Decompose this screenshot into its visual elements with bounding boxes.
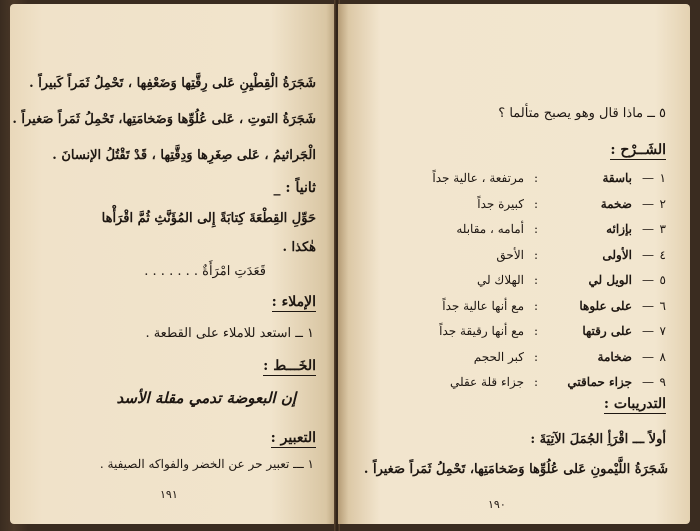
glossary-word: بإزائه: [606, 222, 632, 236]
right-page: [338, 4, 690, 524]
glossary-dash: —: [642, 247, 654, 262]
glossary-row: [356, 272, 666, 288]
glossary-word: جزاء حماقتي: [567, 375, 632, 389]
section2-instruction: حَوِّلِ القِطْعَةَ كِتابَةً إِلى المُؤَنَّثِ ثُمَّ اقْرَأْها: [101, 211, 316, 226]
glossary-word: ضخامة: [597, 349, 632, 364]
khatt-calligraphy: إن البعوضة تدمي مقلة الأسد: [116, 389, 296, 407]
glossary-word: الويل لي: [588, 273, 632, 287]
glossary-row: [356, 298, 666, 314]
glossary-dash: —: [642, 349, 654, 364]
glossary-meaning: الهلاك لي: [476, 273, 524, 287]
right-page-number: ١٩٠: [488, 498, 506, 511]
glossary-dash: —: [642, 273, 654, 287]
glossary-colon: :: [533, 298, 538, 313]
glossary-dash: —: [642, 196, 654, 211]
glossary-colon: :: [533, 375, 538, 389]
left-page: [10, 4, 336, 524]
glossary-number: ١: [659, 171, 666, 185]
glossary-number: ٣: [659, 222, 666, 236]
glossary-dash: —: [642, 324, 654, 338]
awwalan-instruction: أولاً ـــ اقْرَأِ الجُمَلَ الآتِيَةَ :: [530, 432, 666, 447]
glossary-dash: —: [642, 298, 654, 313]
glossary-row: [356, 221, 666, 237]
glossary-meaning: مرتفعة ، عالية جداً: [432, 171, 524, 185]
question-5: ٥ ــ ماذا قال وهو يصبح متألما ؟: [498, 106, 666, 121]
section2-instruction-cont: هٰكذا .: [282, 240, 316, 255]
glossary-dash: —: [642, 375, 654, 389]
glossary-number: ٩: [659, 375, 666, 389]
glossary-word: ضخمة: [600, 196, 632, 211]
glossary-word: على علوها: [579, 298, 632, 313]
glossary-colon: :: [533, 171, 538, 185]
glossary-number: ٦: [659, 298, 666, 313]
glossary-number: ٨: [659, 349, 666, 364]
exercise-sentence-1: شَجَرَةُ اللَّيْمونِ عَلى عُلُوِّها وَضَخامَتِها، تَحْمِلُ ثَمَراً صَغيراً .: [363, 462, 668, 477]
glossary-row: [356, 196, 666, 212]
glossary-colon: :: [533, 273, 538, 287]
glossary-word: الأولى: [602, 247, 632, 262]
glossary-meaning: الأحق: [496, 247, 524, 262]
glossary-number: ٢: [659, 196, 666, 211]
tabir-title: التعبير :: [270, 430, 316, 446]
glossary-dash: —: [642, 222, 654, 236]
glossary-row: [356, 349, 666, 365]
glossary-row: [356, 247, 666, 263]
left-line-1: شَجَرَةُ الْقِطْيِنِ عَلى رِقَّتِها وَضَعْفِها ، تَحْمِلُ ثَمَراً كَبيراً .: [29, 76, 316, 91]
glossary-number: ٧: [659, 324, 666, 338]
glossary-number: ٤: [659, 247, 666, 262]
left-line-2: شَجَرَةُ التوتِ ، عَلى عُلُوِّها وَضَخامَتِها، تَحْمِلُ ثَمَراً صَغيراً .: [12, 112, 316, 127]
glossary-row: [356, 170, 666, 186]
glossary-colon: :: [533, 247, 538, 262]
glossary-meaning: مع أنها رقيقة جداً: [439, 324, 524, 338]
glossary-row: [356, 374, 666, 390]
glossary-colon: :: [533, 222, 538, 236]
imla-title: الإملاء :: [271, 294, 316, 310]
glossary-row: [356, 323, 666, 339]
glossary-meaning: أمامه ، مقابله: [456, 222, 524, 236]
glossary-colon: :: [533, 324, 538, 338]
glossary-meaning: جزاء قلة عقلي: [450, 375, 524, 389]
glossary-colon: :: [533, 349, 538, 364]
glossary-number: ٥: [659, 273, 666, 287]
glossary-meaning: مع أنها عالية جداً: [442, 298, 524, 313]
left-line-3: الْجَراثيمُ ، عَلى صِغَرِها وَدِقَّتِها ، قَدْ تَقْتُلُ الإنسانَ .: [52, 148, 316, 163]
tadribat-title: التدريبات :: [603, 396, 666, 412]
glossary-word: باسقة: [602, 171, 632, 185]
section2-title: ثانياً : _: [273, 180, 316, 196]
sharh-title: الشَــرْح :: [610, 142, 666, 158]
section2-example: قَعَدَتِ امْرَأَةٌ . . . . . . .: [144, 264, 266, 279]
glossary-dash: —: [642, 171, 654, 185]
glossary-meaning: كبر الحجم: [473, 349, 524, 364]
glossary-word: على رقتها: [582, 324, 632, 338]
khatt-title: الخَـــط :: [263, 358, 316, 374]
tabir-item: ١ ـــ تعبير حر عن الخضر والفواكه الصيفية .: [99, 457, 314, 471]
glossary-colon: :: [533, 196, 538, 211]
glossary-meaning: كبيرة جداً: [477, 196, 524, 211]
imla-item: ١ ــ استعد للاملاء على القطعة .: [145, 326, 314, 341]
left-page-number: ١٩١: [160, 488, 178, 501]
